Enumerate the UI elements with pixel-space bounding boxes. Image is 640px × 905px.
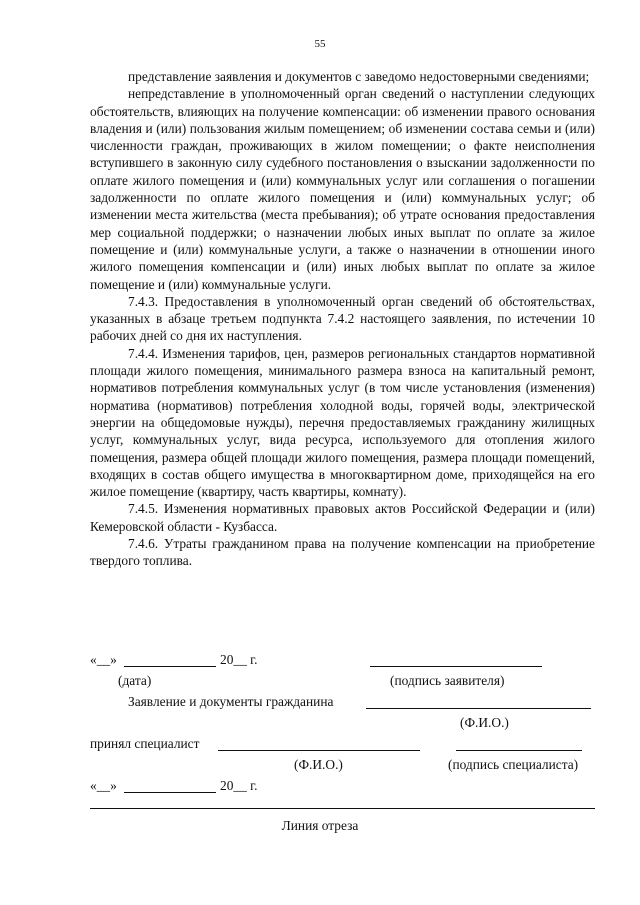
citizen-fio-label: (Ф.И.О.)	[460, 715, 509, 730]
paragraph-7-4-6: 7.4.6. Утраты гражданином права на получение компенсации на приобретение твердого топлива.	[90, 536, 595, 569]
date-blank-2[interactable]	[124, 792, 216, 793]
paragraph-7-4-3: 7.4.3. Предоставления в уполномоченный орган сведений об обстоятельствах, указанных в абзаце третьем подпункта 7.4.2 настоящего заявления, по истечении 10 рабочих дней со дня их наступления.	[90, 293, 595, 344]
date-open: «__»	[90, 652, 117, 667]
applicant-signature-label: (подпись заявителя)	[390, 673, 505, 688]
paragraph-7-4-5: 7.4.5. Изменения нормативных правовых актов Российской Федерации и (или) Кемеровской области - Кузбасса.	[90, 501, 595, 534]
paragraph-false-info: представление заявления и документов с заведомо недостоверными сведениями;	[128, 69, 590, 84]
page-number: 55	[314, 38, 326, 50]
year-label-2: 20__ г.	[220, 778, 258, 793]
date-label: (дата)	[118, 673, 152, 688]
year-label: 20__ г.	[220, 652, 258, 667]
paragraph-7-4-4: 7.4.4. Изменения тарифов, цен, размеров региональных стандартов нормативной площади жилого помещения, минимального размера взноса на капитальный ремонт, нормативов потребления коммунальных услуг (в том числе установления (изменения) норматива (нормативов) потребления холодной воды, горячей воды, электрической энергии на общедомовые нужды), перечня предоставляемых гражданину жилищных услуг, коммунальных услуг, вида ресурса, используемого для отопления жилого помещения, размера общей площади жилого помещения, размера площади помещений, входящих в состав общего имущества в многоквартирном доме, приходящейся на его жилое помещение (квартиру, часть квартиры, комнату).	[90, 345, 595, 500]
received-text: Заявление и документы гражданина	[128, 694, 334, 709]
cut-line-label: Линия отреза	[281, 818, 359, 833]
specialist-signature-label: (подпись специалиста)	[448, 757, 579, 772]
paragraph-non-submission: непредставление в уполномоченный орган сведений о наступлении следующих обстоятельств, влияющих на получение компенсации: об изменении правого основания владения и (или) пользования жилым помещением; об изменении состава семьи и (или) численности граждан, проживающих в жилом помещении; о факте неисполнения вступившего в законную силу судебного постановления о взыскании задолженности по оплате жилого помещения и (или) коммунальных услуг или соглашения о погашении задолженности по оплате жилого помещения и (или) коммунальных услуг; об изменении места жительства (места пребывания); об утрате основания предоставления мер социальной поддержки; о назначении любых иных выплат по оплате за жилое помещение и (или) коммунальные услуги, а также о назначении в отношении иного жилого помещения компенсации и (или) иных любых выплат по оплате за жилое помещение и (или) коммунальные услуги.	[90, 86, 595, 292]
date-open-2: «__»	[90, 778, 117, 793]
applicant-signature-blank[interactable]	[370, 666, 542, 667]
specialist-text: принял специалист	[90, 736, 200, 751]
citizen-fio-blank[interactable]	[366, 708, 591, 709]
signature-form	[90, 0, 595, 905]
date-blank[interactable]	[124, 666, 216, 667]
specialist-fio-label: (Ф.И.О.)	[294, 757, 343, 772]
cut-line	[90, 808, 595, 809]
specialist-signature-blank[interactable]	[456, 750, 582, 751]
specialist-fio-blank[interactable]	[218, 750, 420, 751]
